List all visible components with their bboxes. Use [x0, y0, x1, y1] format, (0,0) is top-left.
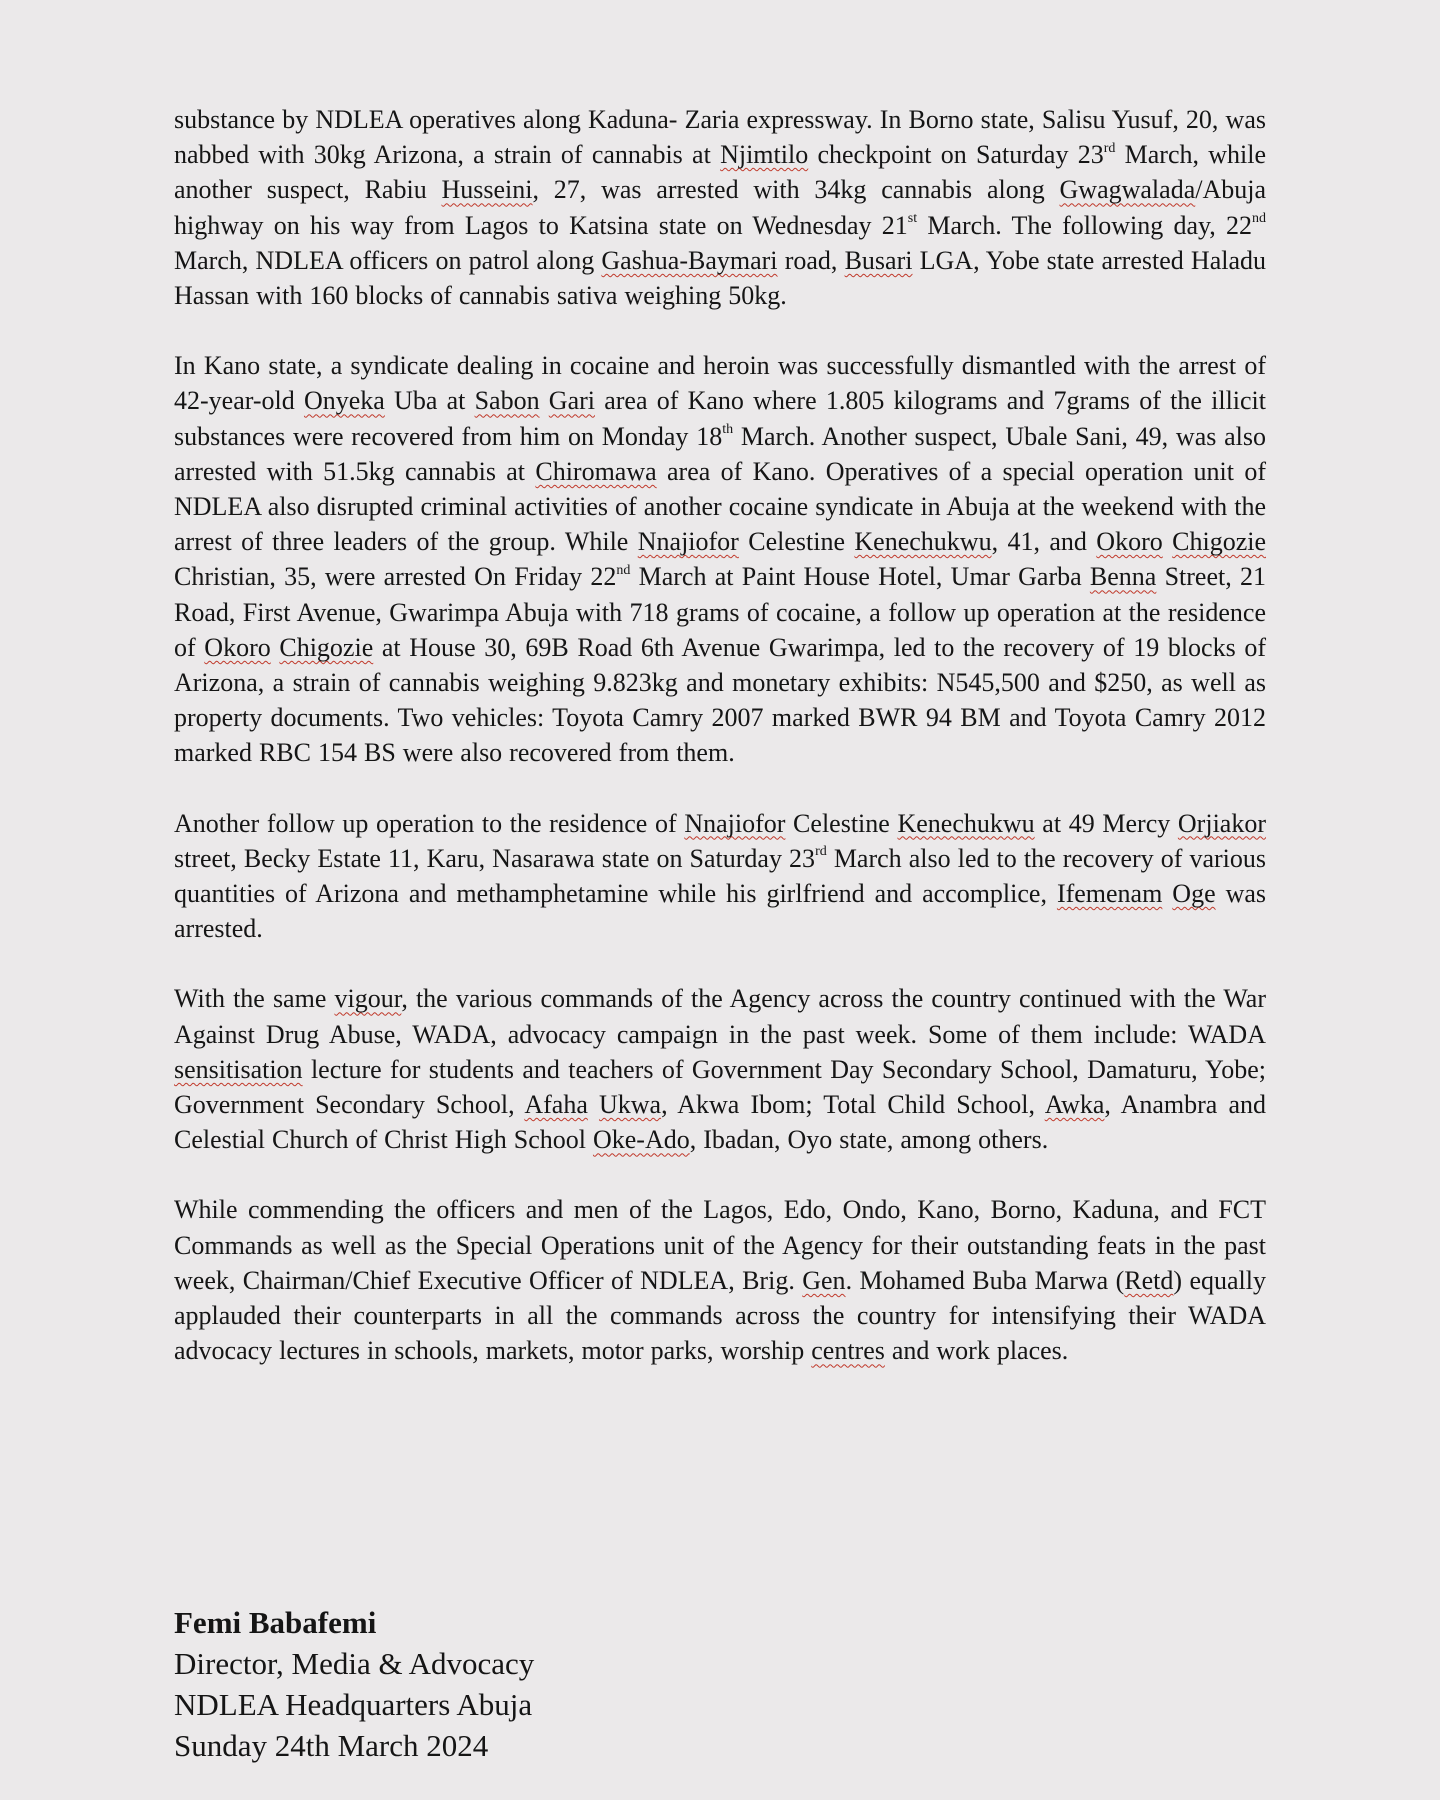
text-run: , Akwa Ibom; Total Child School,: [661, 1090, 1045, 1120]
text-run: [1163, 527, 1172, 556]
text-run: March, while another suspect, Rabiu: [174, 140, 1266, 205]
document-date: Sunday 24th March 2024: [174, 1728, 489, 1763]
text-run: Celestine: [785, 808, 898, 838]
text-run: was arrested.: [174, 879, 1267, 944]
spellcheck-flagged-word: Gari: [548, 386, 595, 416]
spellcheck-flagged-word: Ifemenam: [1056, 879, 1163, 909]
signature-block: [174, 1602, 534, 1766]
spellcheck-flagged-word: sensitisation: [174, 1054, 303, 1084]
text-run: street, Becky Estate 11, Karu, Nasarawa state on Saturday 23: [174, 843, 816, 873]
text-run: , Ibadan, Oyo state, among others.: [689, 1125, 1049, 1155]
text-run: at House 30, 69B Road 6th Avenue Gwarimpa, led to the recovery of 19 blocks of Arizona, a strain of cannabis weighing 9.823kg and monetary exhibits: N545,500 and $250, as well as property documents. Two vehicles: Toyota Camry 2007 marked BWR 94 BM and Toyota Camry 2012 marked RBC 154 BS were also recovered from them.: [174, 632, 1266, 768]
signatory-organization: NDLEA Headquarters Abuja: [174, 1687, 533, 1722]
spellcheck-flagged-word: Awka: [1044, 1090, 1105, 1120]
spellcheck-flagged-word: Okoro: [204, 632, 271, 662]
document-body: [174, 102, 1266, 1369]
spellcheck-flagged-word: Gashua-Baymari: [601, 245, 778, 275]
paragraph: [174, 806, 1266, 947]
spellcheck-flagged-word: Nnajiofor: [684, 808, 786, 838]
text-run: LGA, Yobe state arrested Haladu Hassan with 160 blocks of cannabis sativa weighing 50kg.: [174, 245, 1267, 311]
spellcheck-flagged-word: Onyeka: [303, 386, 385, 416]
spellcheck-flagged-word: Oke-Ado: [592, 1125, 690, 1155]
spellcheck-flagged-word: Gwagwalada: [1059, 175, 1196, 205]
text-run: March also led to the recovery of various quantities of Arizona and methamphetamine while his girlfriend and accomplice,: [174, 843, 1267, 909]
paragraph: [174, 102, 1266, 313]
text-run: /Abuja highway on his way from Lagos to Katsina state on Wednesday 21: [174, 175, 1266, 240]
paragraph: [174, 348, 1266, 770]
spellcheck-flagged-word: vigour: [334, 984, 402, 1014]
spellcheck-flagged-word: centres: [811, 1336, 885, 1366]
spellcheck-flagged-word: Kenechukwu: [854, 527, 992, 557]
paragraph: [174, 1192, 1266, 1368]
text-run: and work places.: [884, 1336, 1069, 1366]
text-run: lecture for students and teachers of Government Day Secondary School, Damaturu, Yobe; Government Secondary School,: [174, 1054, 1266, 1120]
text-run: [540, 386, 549, 415]
text-run: at 49 Mercy: [1034, 808, 1178, 838]
spellcheck-flagged-word: Nnajiofor: [637, 527, 739, 557]
text-run: While commending the officers and men of the Lagos, Edo, Ondo, Kano, Borno, Kaduna, and FCT Commands as well as the Special Operations unit of the Agency for their outstanding feats in the past week, Chairman/Chief Executive Officer of NDLEA, Brig.: [174, 1195, 1266, 1295]
text-run: ) equally applauded their counterparts in all the commands across the country for intensifying their WADA advocacy lectures in schools, markets, motor parks, worship: [174, 1265, 1266, 1366]
text-run: , the various commands of the Agency across the country continued with the War Against Drug Abuse, WADA, advocacy campaign in the past week. Some of them include: WADA: [174, 984, 1266, 1049]
spellcheck-flagged-word: Busari: [844, 245, 913, 275]
spellcheck-flagged-word: Afaha: [524, 1090, 588, 1120]
text-run: March, NDLEA officers on patrol along: [174, 245, 602, 275]
spellcheck-flagged-word: Chiromawa: [535, 456, 657, 486]
text-run: In Kano state, a syndicate dealing in cocaine and heroin was successfully dismantled with the arrest of 42-year-old: [174, 351, 1266, 416]
paragraph: [174, 981, 1266, 1157]
ordinal-suffix: nd: [1252, 210, 1267, 226]
spellcheck-flagged-word: Oge: [1172, 879, 1216, 909]
text-run: With the same: [174, 984, 335, 1014]
text-run: March at Paint House Hotel, Umar Garba: [630, 562, 1090, 592]
spellcheck-flagged-word: Chigozie: [279, 632, 374, 662]
text-run: Street, 21 Road, First Avenue, Gwarimpa Abuja with 718 grams of cocaine, a follow up operation at the residence of: [174, 562, 1266, 662]
signatory-name: Femi Babafemi: [174, 1605, 377, 1640]
text-run: March. Another suspect, Ubale Sani, 49, was also arrested with 51.5kg cannabis at: [174, 421, 1266, 486]
text-run: Celestine: [738, 527, 855, 557]
ordinal-suffix: rd: [815, 844, 827, 860]
spellcheck-flagged-word: Husseini: [441, 175, 533, 205]
spellcheck-flagged-word: Ukwa: [598, 1090, 662, 1120]
spellcheck-flagged-word: Okoro: [1096, 527, 1163, 557]
spellcheck-flagged-word: Benna: [1089, 562, 1157, 592]
text-run: road,: [777, 245, 845, 275]
text-run: area of Kano. Operatives of a special operation unit of NDLEA also disrupted criminal activities of another cocaine syndicate in Abuja at the weekend with the arrest of three leaders of the group. While: [174, 456, 1266, 557]
text-run: , Anambra and Celestial Church of Christ High School: [174, 1090, 1266, 1155]
spellcheck-flagged-word: Chigozie: [1172, 527, 1266, 557]
text-run: . Mohamed Buba Marwa (: [845, 1265, 1125, 1295]
spellcheck-flagged-word: Orjiakor: [1177, 808, 1266, 838]
text-run: Another follow up operation to the residence of: [174, 808, 685, 838]
spellcheck-flagged-word: Retd: [1124, 1265, 1174, 1295]
text-run: , 27, was arrested with 34kg cannabis along: [532, 175, 1060, 205]
ordinal-suffix: th: [722, 421, 734, 437]
text-run: substance by NDLEA operatives along Kaduna- Zaria expressway. In Borno state, Salisu Yusuf, 20, was nabbed with 30kg Arizona, a strain of cannabis at: [174, 105, 1266, 170]
signatory-title: Director, Media & Advocacy: [174, 1646, 535, 1681]
spellcheck-flagged-word: Gen: [802, 1265, 846, 1295]
text-run: Christian, 35, were arrested On Friday 22: [174, 562, 617, 592]
text-run: checkpoint on Saturday 23: [808, 140, 1104, 170]
ordinal-suffix: rd: [1103, 140, 1116, 156]
text-run: [588, 1090, 599, 1119]
text-run: , 41, and: [991, 527, 1097, 557]
ordinal-suffix: nd: [616, 562, 631, 578]
ordinal-suffix: st: [907, 210, 918, 226]
text-run: March. The following day, 22: [917, 210, 1253, 240]
spellcheck-flagged-word: Kenechukwu: [897, 808, 1035, 838]
text-run: [1162, 879, 1172, 908]
spellcheck-flagged-word: Njimtilo: [720, 140, 809, 170]
text-run: area of Kano where 1.805 kilograms and 7grams of the illicit substances were recovered from him on Monday 18: [174, 386, 1267, 451]
spellcheck-flagged-word: Sabon: [474, 386, 540, 416]
text-run: Uba at: [384, 386, 475, 416]
